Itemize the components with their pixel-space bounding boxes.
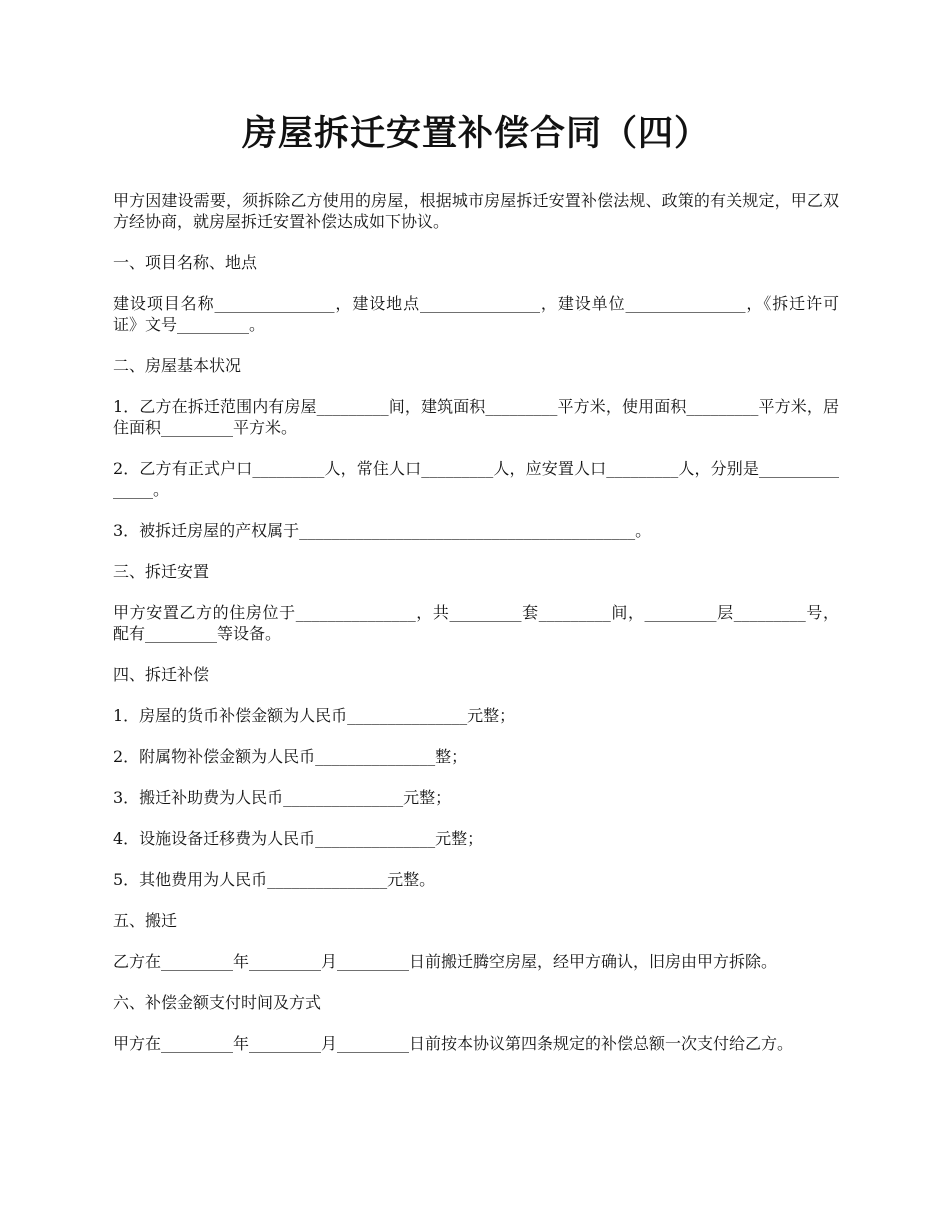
project-details-paragraph: 建设项目名称_______________，建设地点_______________，建设单位_______________，《拆迁许可证》文号_________。 <box>113 294 839 334</box>
section-heading-compensation: 四、拆迁补偿 <box>113 665 210 684</box>
property-rights-paragraph: 3．被拆迁房屋的产权属于__________________________________________。 <box>113 521 652 540</box>
section-heading-moving: 五、搬迁 <box>113 911 178 930</box>
house-rooms-paragraph: 1．乙方在拆迁范围内有房屋_________间，建筑面积_________平方米，使用面积_________平方米，居住面积_________平方米。 <box>113 397 839 437</box>
moving-paragraph: 乙方在_________年_________月_________日前搬迁腾空房屋，经甲方确认，旧房由甲方拆除。 <box>113 952 778 971</box>
compensation-item-attachments: 2．附属物补偿金额为人民币_______________整； <box>113 747 468 766</box>
payment-paragraph: 甲方在_________年_________月_________日前按本协议第四条规定的补偿总额一次支付给乙方。 <box>113 1034 794 1053</box>
document-title: 房屋拆迁安置补偿合同（四） <box>241 113 710 154</box>
compensation-item-house: 1．房屋的货币补偿金额为人民币_______________元整； <box>113 706 516 725</box>
document-page <box>113 110 839 1074</box>
section-heading-house-status: 二、房屋基本状况 <box>113 356 242 375</box>
intro-paragraph: 甲方因建设需要，须拆除乙方使用的房屋，根据城市房屋拆迁安置补偿法规、政策的有关规定，甲乙双方经协商，就房屋拆迁安置补偿达成如下协议。 <box>113 191 839 231</box>
household-paragraph: 2．乙方有正式户口_________人，常住人口_________人，应安置人口_________人，分别是_______________。 <box>113 459 839 499</box>
section-heading-project: 一、项目名称、地点 <box>113 253 258 272</box>
compensation-item-moving-subsidy: 3．搬迁补助费为人民币_______________元整； <box>113 788 452 807</box>
resettlement-paragraph: 甲方安置乙方的住房位于_______________，共_________套_________间，_________层_________号，配有_________等设备。 <box>113 603 839 643</box>
compensation-item-equipment: 4．设施设备迁移费为人民币_______________元整； <box>113 829 484 848</box>
compensation-item-other: 5．其他费用为人民币_______________元整。 <box>113 870 436 889</box>
section-heading-payment: 六、补偿金额支付时间及方式 <box>113 993 322 1012</box>
section-heading-resettlement: 三、拆迁安置 <box>113 562 210 581</box>
